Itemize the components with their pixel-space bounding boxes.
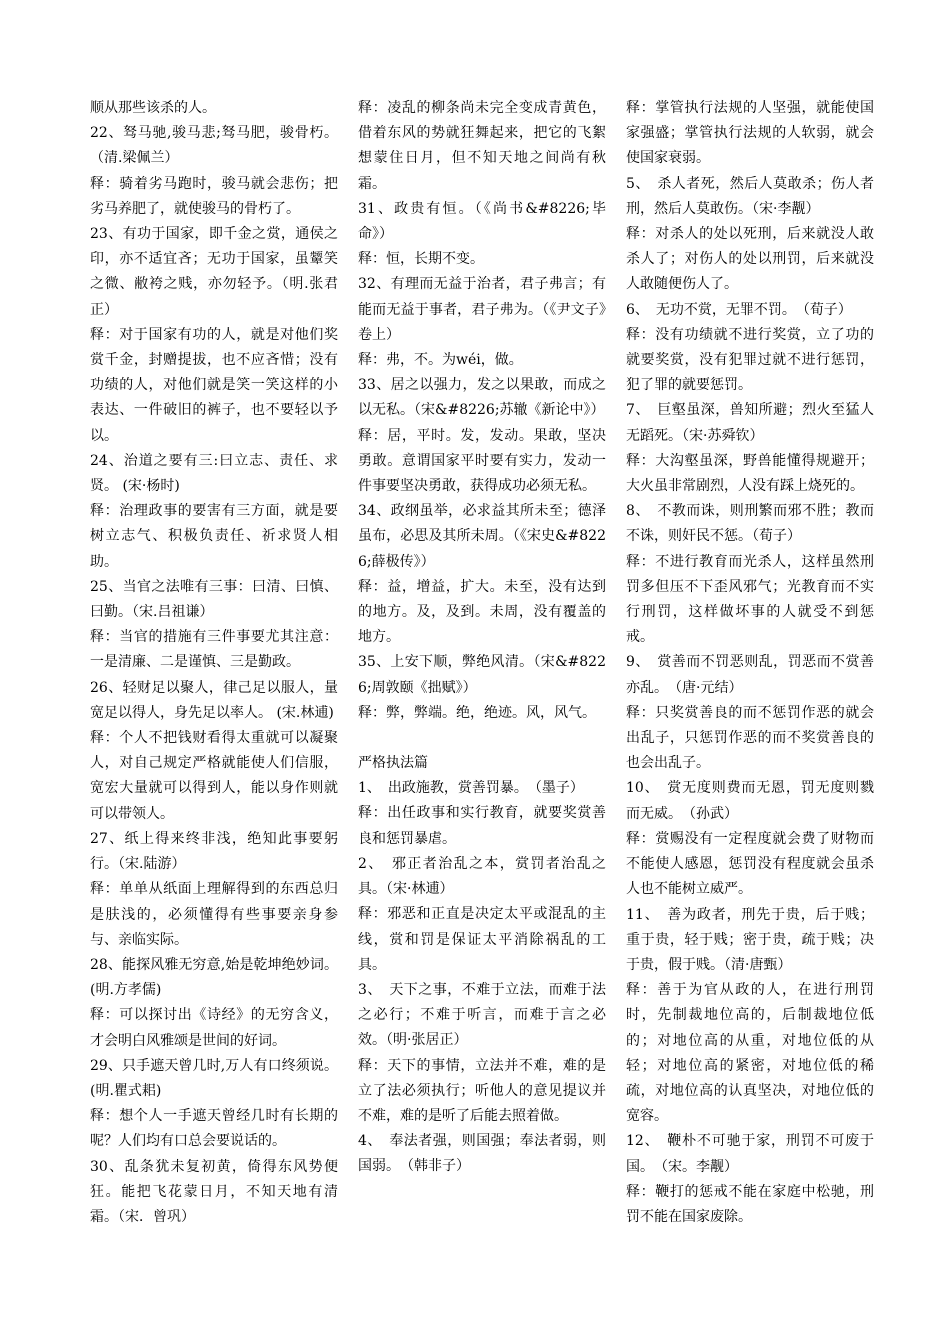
quote-paragraph: 9、 赏善而不罚恶则乱，罚恶而不赏善亦乱。 （唐·元结） — [626, 654, 874, 696]
explanation-paragraph: 释：可以探讨出《诗经》的无穷含义，才会明白风雅颂是世间的好词。 — [90, 1007, 338, 1049]
quote-paragraph: 27、纸上得来终非浅，绝知此事要躬行。（宋.陆游） — [90, 830, 338, 873]
explanation-paragraph: 释：个人不把钱财看得太重就可以凝聚人，对自己规定严格就能使人们信服，宽宏大量就可以得到人，能以身作则就可以带领人。 — [90, 730, 338, 822]
explanation-paragraph: 释：单单从纸面上理解得到的东西总归是肤浅的，必须懂得有些事要亲身参与、亲临实际。 — [90, 881, 338, 948]
explanation-paragraph: 释：对于国家有功的人，就是对他们奖赏千金，封赠提拔，也不应吝惜；没有功绩的人，对他们就是笑一笑这样的小表达、一件破旧的裤子，也不要轻以予以。 — [90, 326, 338, 444]
explanation-paragraph: 释：没有功绩就不进行奖赏，立了功的就要奖赏，没有犯罪过就不进行惩罚，犯了罪的就要惩罚。 — [626, 326, 874, 394]
explanation-paragraph: 释：益，增益，扩大。未至，没有达到的地方。及，及到。未周，没有覆盖的地方。 — [358, 578, 606, 646]
quote-paragraph: 6、 无功不赏，无罪不罚。 （荀子） — [626, 301, 852, 318]
quote-paragraph: 33、居之以强力，发之以果敢，而成之以无私。（宋&#8226;苏辙《新论中》） — [358, 377, 606, 419]
quote-paragraph: 30、乱条犹未复初黄，倚得东风势便狂。能把飞花蒙日月，不知天地有清霜。（宋．曾巩） — [90, 1158, 338, 1225]
quote-paragraph: 23、有功于国家，即千金之赏，通侯之印，亦不适宜吝；无功于国家，虽颦笑之微、敝袴之贱，亦勿轻予。（明.张君正） — [90, 226, 338, 318]
explanation-paragraph: 释：掌管执行法规的人坚强，就能使国家强盛；掌管执行法规的人软弱，就会使国家衰弱。 — [626, 100, 874, 167]
quote-paragraph: 22、驽马驰,骏马悲;驽马肥，骏骨朽。（清.梁佩兰） — [90, 125, 338, 167]
quote-paragraph: 28、能探风雅无穷意,始是乾坤绝妙词。(明.方孝儒) — [90, 956, 338, 999]
explanation-paragraph: 释：对杀人的处以死刑，后来就没人敢杀人了；对伤人的处以刑罚，后来就没人敢随便伤人了。 — [626, 226, 874, 293]
explanation-paragraph: 释：骑着劣马跑时，骏马就会悲伤；把劣马养肥了，就使骏马的骨朽了。 — [90, 175, 338, 217]
explanation-paragraph: 释：凌乱的柳条尚未完全变成青黄色，借着东风的势就狂舞起来，把它的飞絮想蒙住日月，但不知天地之间尚有秋霜。 — [358, 100, 606, 192]
quote-paragraph: 32、有理而无益于治者，君子弗言；有能而无益于事者，君子弗为。（《尹文子》卷上） — [358, 276, 606, 343]
explanation-paragraph: 释：大沟壑虽深，野兽能懂得规避开；大火虽非常剧烈，人没有踩上烧死的。 — [626, 452, 874, 495]
quote-paragraph: 35、上安下顺，弊绝风清。（宋&#8226;周敦颐《拙赋》） — [358, 654, 606, 696]
quote-paragraph: 26、轻财足以聚人，律己足以服人，量宽足以得人，身先足以率人。 (宋.林逋) — [90, 679, 338, 721]
quote-paragraph: 11、 善为政者，刑先于贵，后于贱；重于贵，轻于贱；密于贵，疏于贱；决于贵，假于贱。（清·唐甄） — [626, 906, 874, 973]
quote-paragraph: 2、 邪正者治乱之本，赏罚者治乱之具。（宋·林逋） — [358, 855, 606, 898]
explanation-paragraph: 释：不进行教育而光杀人，这样虽然刑罚多但压不下歪风邪气；光教育而不实行刑罚，这样做坏事的人就受不到惩戒。 — [626, 553, 874, 646]
blank-line — [358, 726, 606, 751]
explanation-paragraph: 释：当官的措施有三件事要尤其注意：一是清廉、二是谨慎、三是勤政。 — [90, 629, 338, 671]
quote-paragraph: 1、 出政施教，赏善罚暴。 （墨子） — [358, 780, 584, 797]
explanation-paragraph: 释：善于为官从政的人，在进行刑罚时，先制裁地位高的，后制裁地位低的；对地位高的从重，对地位低的从轻；对地位高的紧密，对地位低的稀疏，对地位高的认真坚决，对地位低的宽容。 — [626, 982, 874, 1125]
quote-paragraph: 3、 天下之事，不难于立法，而难于法之必行；不难于听言，而难于言之必效。（明·张居正） — [358, 981, 606, 1049]
explanation-paragraph: 释：弗，不。为wéi，做。 — [358, 352, 523, 369]
quote-paragraph: 5、 杀人者死，然后人莫敢杀；伤人者刑，然后人莫敢伤。（宋·李觏） — [626, 175, 874, 217]
explanation-paragraph: 释：出任政事和实行教育，就要奖赏善良和惩罚暴虐。 — [358, 805, 606, 847]
explanation-paragraph: 释：治理政事的要害有三方面，就是要树立志气、积极负责任、祈求贤人相助。 — [90, 503, 338, 570]
quote-paragraph: 34、政纲虽举，必求益其所未至；德泽虽布，必思及其所未周。（《宋史&#8226;薛极传》） — [358, 503, 606, 570]
explanation-paragraph: 释：天下的事情，立法并不难，难的是立了法必须执行；听他人的意见提议并不难，难的是听了后能去照着做。 — [358, 1057, 606, 1124]
quote-paragraph: 12、 鞭朴不可驰于家，刑罚不可废于国。 （宋。李觏） — [626, 1133, 874, 1175]
quote-paragraph: 8、 不教而诛，则刑繁而邪不胜；教而不诛，则奸民不惩。（荀子） — [626, 503, 874, 545]
explanation-paragraph: 释：恒，长期不变。 — [358, 251, 484, 268]
explanation-paragraph: 释：鞭打的惩戒不能在家庭中松驰，刑罚不能在国家废除。 — [626, 1183, 874, 1225]
text-column-3 — [626, 96, 874, 1230]
quote-paragraph: 29、只手遮天曾几时,万人有口终须说。(明.瞿式耜) — [90, 1057, 338, 1099]
quote-paragraph: 31、政贵有恒。（《尚书&#8226;毕命》） — [358, 200, 606, 243]
explanation-paragraph: 释：想个人一手遮天曾经几时有长期的呢？人们均有口总会要说话的。 — [90, 1108, 338, 1150]
quote-paragraph: 24、治道之要有三:曰立志、责任、求贤。 (宋·杨时) — [90, 452, 338, 495]
quote-paragraph: 4、 奉法者强，则国强；奉法者弱，则国弱。 （韩非子） — [358, 1133, 606, 1175]
section-heading: 顺从那些该杀的人。 — [90, 100, 216, 116]
explanation-paragraph: 释：弊，弊端。绝，绝迹。风，风气。 — [358, 704, 596, 721]
explanation-paragraph: 释：居，平时。发，发动。果敢，坚决勇敢。意谓国家平时要有实力，发动一件事要坚决勇敢，获得成功必须无私。 — [358, 427, 606, 495]
text-column-2 — [358, 96, 606, 1180]
explanation-paragraph: 释：邪恶和正直是决定太平或混乱的主线，赏和罚是保证太平消除祸乱的工具。 — [358, 906, 606, 973]
text-column-1 — [90, 96, 338, 1230]
quote-paragraph: 25、当官之法唯有三事：曰清、曰慎、曰勤。（宋.吕祖谦） — [90, 578, 338, 621]
section-heading: 严格执法篇 — [358, 755, 428, 772]
quote-paragraph: 7、 巨壑虽深，兽知所避；烈火至猛人无蹈死。（宋·苏舜钦） — [626, 402, 874, 444]
explanation-paragraph: 释：只奖赏善良的而不惩罚作恶的就会出乱子，只惩罚作恶的而不奖赏善良的也会出乱子。 — [626, 704, 874, 772]
explanation-paragraph: 释：赏赐没有一定程度就会费了财物而不能使人感恩，惩罚没有程度就会虽杀人也不能树立威严。 — [626, 830, 874, 898]
quote-paragraph: 10、 赏无度则费而无恩，罚无度则戮而无威。 （孙武） — [626, 780, 874, 822]
